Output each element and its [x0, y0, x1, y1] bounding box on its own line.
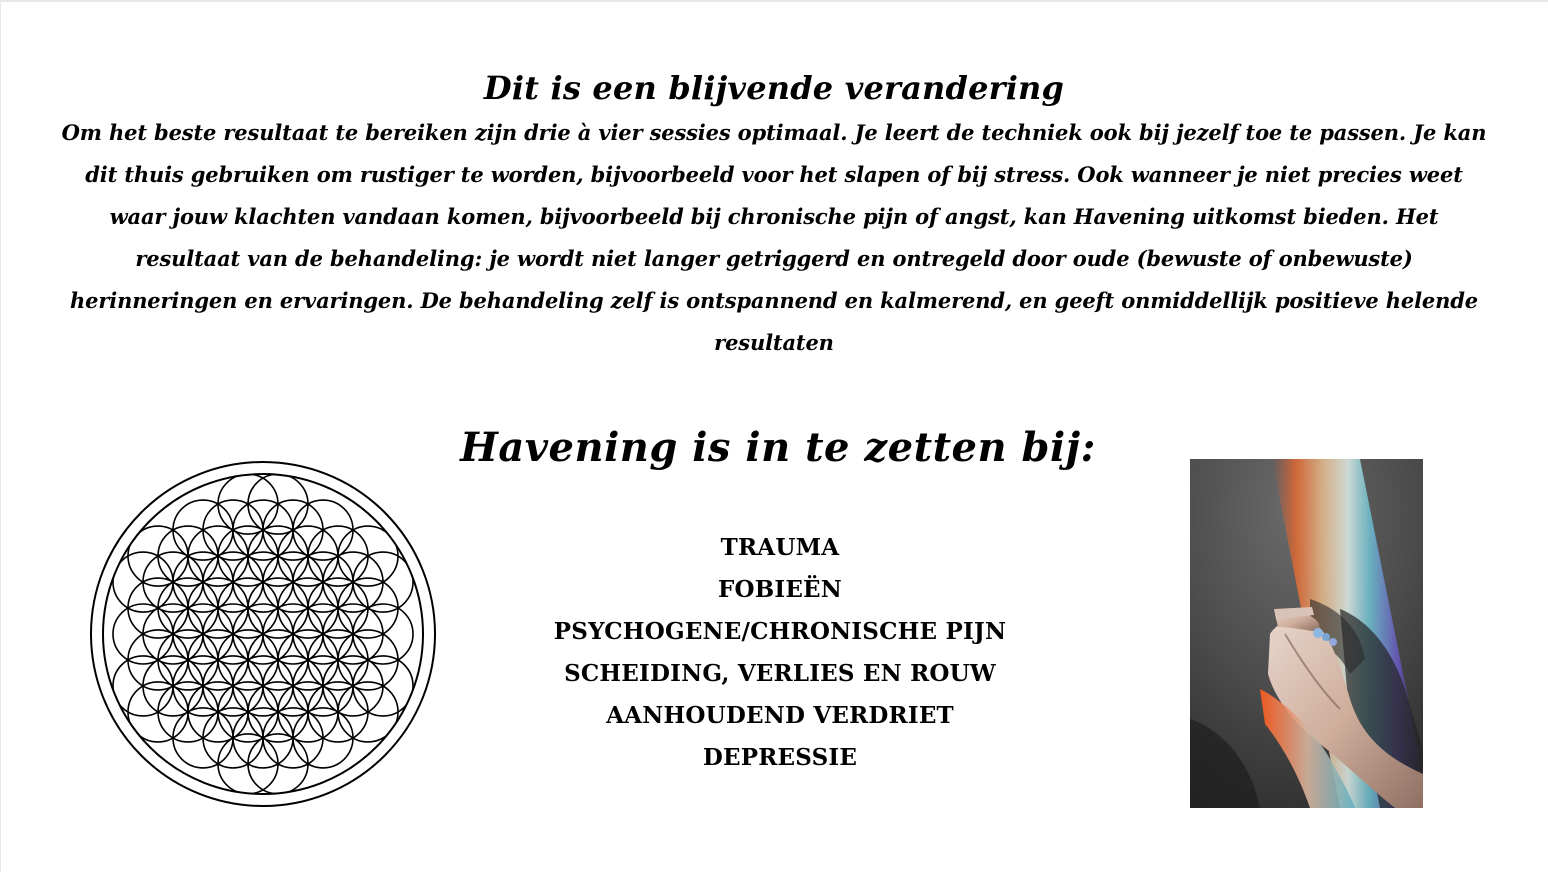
list-item: SCHEIDING, VERLIES EN ROUW	[564, 660, 996, 687]
applications-title: Havening is in te zetten bij:	[460, 424, 1096, 471]
intro-title: Dit is een blijvende verandering	[483, 69, 1065, 107]
page-border-top	[0, 0, 1548, 2]
applications-list	[480, 527, 1080, 779]
intro-section	[40, 66, 1508, 364]
page-border-left	[0, 0, 1, 872]
list-item: PSYCHOGENE/CHRONISCHE PIJN	[553, 618, 1007, 645]
list-item: DEPRESSIE	[702, 744, 858, 771]
list-item: FOBIEËN	[717, 576, 843, 603]
intro-body: Om het beste resultaat te bereiken zijn drie à vier sessies optimaal. Je leert de techniek ook bij jezelf toe te passen. Je kan dit thuis gebruiken om rustiger te worden, bijvoorbeeld voor het slapen of bij stress. Ook wanneer je niet precies weet waar jouw klachten vandaan komen, bijvoorbeeld bij chronische pijn of angst, kan Havening uitkomst bieden. Het resultaat van de behandeling: je wordt niet langer getriggerd en ontregeld door oude (bewuste of onbewuste) herinneringen en ervaringen. De behandeling zelf is ontspannend en kalmerend, en geeft onmiddellijk positieve helende resultaten	[61, 120, 1487, 355]
flower-of-life-icon	[88, 459, 438, 809]
list-item: TRAUMA	[720, 534, 840, 561]
list-item: AANHOUDEND VERDRIET	[606, 702, 954, 729]
rainbow-light-hands-photo	[1190, 459, 1423, 808]
